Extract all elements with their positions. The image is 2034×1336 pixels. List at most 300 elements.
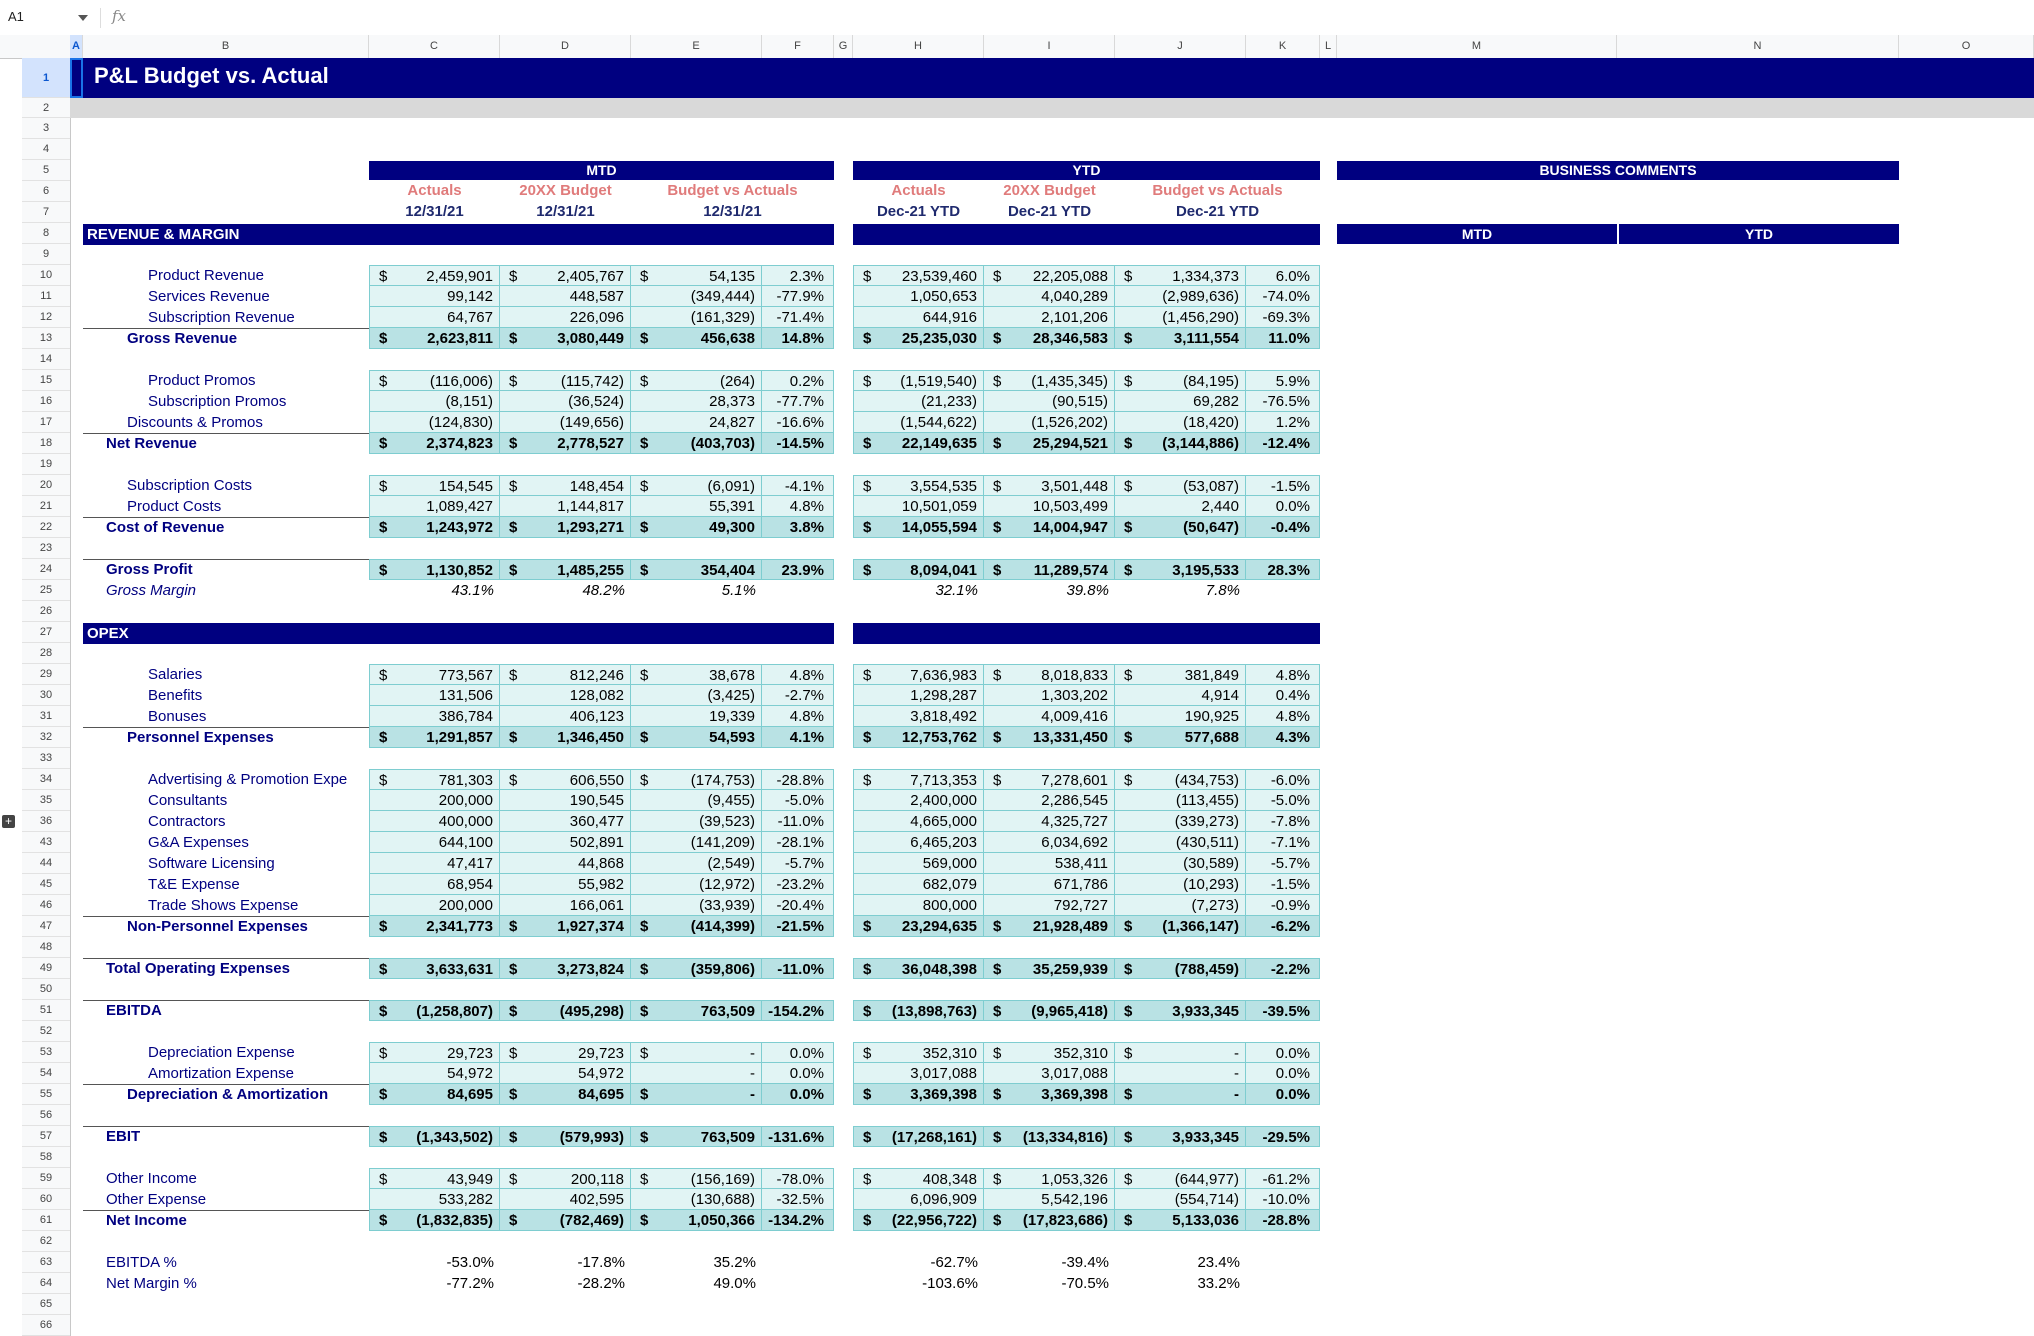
value-cell-k[interactable] bbox=[1246, 790, 1320, 811]
value-cell-e[interactable] bbox=[631, 832, 762, 853]
value-cell-c[interactable] bbox=[369, 1168, 500, 1189]
value-cell-i[interactable] bbox=[984, 517, 1115, 538]
row-header-9[interactable]: 9 bbox=[22, 244, 70, 265]
value-cell-c[interactable] bbox=[369, 727, 500, 748]
value-cell-j[interactable] bbox=[1115, 496, 1246, 517]
value-cell-e[interactable] bbox=[631, 328, 762, 349]
value-cell-h[interactable] bbox=[853, 895, 984, 916]
value-cell-e[interactable] bbox=[631, 916, 762, 937]
value-cell-e[interactable] bbox=[631, 874, 762, 895]
value-cell-i[interactable] bbox=[984, 916, 1115, 937]
value-cell-h[interactable] bbox=[853, 727, 984, 748]
row-header-33[interactable]: 33 bbox=[22, 748, 70, 769]
value-cell-e[interactable] bbox=[631, 853, 762, 874]
row-header-60[interactable]: 66 bbox=[22, 1315, 70, 1336]
value-cell-j[interactable] bbox=[1115, 1084, 1246, 1105]
value-cell-c[interactable] bbox=[369, 559, 500, 580]
value-cell-j[interactable] bbox=[1115, 895, 1246, 916]
row-header-1[interactable]: 1 bbox=[22, 58, 70, 98]
value-cell-k[interactable] bbox=[1246, 433, 1320, 454]
value-cell-j[interactable] bbox=[1115, 916, 1246, 937]
value-cell-e[interactable] bbox=[631, 811, 762, 832]
value-cell-i[interactable] bbox=[984, 1189, 1115, 1210]
row-header-55[interactable]: 61 bbox=[22, 1210, 70, 1231]
column-header-10[interactable]: J bbox=[1115, 35, 1246, 58]
value-cell-f[interactable] bbox=[762, 1063, 834, 1084]
value-cell-f[interactable] bbox=[762, 874, 834, 895]
column-header-8[interactable]: H bbox=[853, 35, 984, 58]
value-cell-f[interactable] bbox=[762, 1168, 834, 1189]
value-cell-d[interactable] bbox=[500, 286, 631, 307]
value-cell-j[interactable] bbox=[1115, 328, 1246, 349]
value-cell-c[interactable] bbox=[369, 265, 500, 286]
value-cell-e[interactable] bbox=[631, 1210, 762, 1231]
row-header-35[interactable]: 35 bbox=[22, 790, 70, 811]
value-cell-h[interactable] bbox=[853, 1126, 984, 1147]
value-cell-f[interactable] bbox=[762, 811, 834, 832]
value-cell-i[interactable] bbox=[984, 664, 1115, 685]
value-cell-j[interactable] bbox=[1115, 370, 1246, 391]
value-cell-e[interactable] bbox=[631, 706, 762, 727]
value-cell-d[interactable] bbox=[500, 1126, 631, 1147]
value-cell-c[interactable] bbox=[369, 286, 500, 307]
row-header-43[interactable]: 49 bbox=[22, 958, 70, 979]
value-cell-d[interactable] bbox=[500, 1084, 631, 1105]
value-cell-i[interactable] bbox=[984, 307, 1115, 328]
row-header-27[interactable]: 27 bbox=[22, 622, 70, 643]
value-cell-c[interactable] bbox=[369, 769, 500, 790]
row-header-48[interactable]: 54 bbox=[22, 1063, 70, 1084]
value-cell-e[interactable] bbox=[631, 559, 762, 580]
value-cell-i[interactable] bbox=[984, 391, 1115, 412]
value-cell-d[interactable] bbox=[500, 433, 631, 454]
value-cell-h[interactable] bbox=[853, 1084, 984, 1105]
row-header-38[interactable]: 44 bbox=[22, 853, 70, 874]
gross-margin-e[interactable]: 5.1% bbox=[721, 582, 756, 599]
ratio-value-i[interactable]: -70.5% bbox=[1061, 1275, 1109, 1292]
row-header-26[interactable]: 26 bbox=[22, 601, 70, 622]
value-cell-f[interactable] bbox=[762, 727, 834, 748]
value-cell-e[interactable] bbox=[631, 433, 762, 454]
row-header-49[interactable]: 55 bbox=[22, 1084, 70, 1105]
value-cell-j[interactable] bbox=[1115, 1126, 1246, 1147]
value-cell-e[interactable] bbox=[631, 307, 762, 328]
value-cell-d[interactable] bbox=[500, 1063, 631, 1084]
row-header-4[interactable]: 4 bbox=[22, 139, 70, 160]
value-cell-f[interactable] bbox=[762, 1189, 834, 1210]
value-cell-h[interactable] bbox=[853, 769, 984, 790]
value-cell-j[interactable] bbox=[1115, 1168, 1246, 1189]
value-cell-c[interactable] bbox=[369, 433, 500, 454]
row-header-51[interactable]: 57 bbox=[22, 1126, 70, 1147]
column-header-6[interactable]: F bbox=[762, 35, 834, 58]
value-cell-e[interactable] bbox=[631, 265, 762, 286]
ratio-value-e[interactable]: 35.2% bbox=[713, 1254, 756, 1271]
ratio-value-c[interactable]: -53.0% bbox=[446, 1254, 494, 1271]
gross-margin-j[interactable]: 7.8% bbox=[1205, 582, 1240, 599]
value-cell-f[interactable] bbox=[762, 706, 834, 727]
value-cell-h[interactable] bbox=[853, 370, 984, 391]
value-cell-f[interactable] bbox=[762, 559, 834, 580]
value-cell-e[interactable] bbox=[631, 895, 762, 916]
row-header-59[interactable]: 65 bbox=[22, 1294, 70, 1315]
ratio-value-d[interactable]: -17.8% bbox=[577, 1254, 625, 1271]
value-cell-f[interactable] bbox=[762, 895, 834, 916]
value-cell-k[interactable] bbox=[1246, 559, 1320, 580]
value-cell-j[interactable] bbox=[1115, 559, 1246, 580]
value-cell-k[interactable] bbox=[1246, 370, 1320, 391]
value-cell-i[interactable] bbox=[984, 1063, 1115, 1084]
value-cell-j[interactable] bbox=[1115, 727, 1246, 748]
value-cell-f[interactable] bbox=[762, 391, 834, 412]
row-header-52[interactable]: 58 bbox=[22, 1147, 70, 1168]
value-cell-i[interactable] bbox=[984, 370, 1115, 391]
column-header-7[interactable]: G bbox=[834, 35, 853, 58]
value-cell-f[interactable] bbox=[762, 412, 834, 433]
value-cell-k[interactable] bbox=[1246, 286, 1320, 307]
row-header-29[interactable]: 29 bbox=[22, 664, 70, 685]
value-cell-h[interactable] bbox=[853, 874, 984, 895]
value-cell-k[interactable] bbox=[1246, 475, 1320, 496]
value-cell-h[interactable] bbox=[853, 265, 984, 286]
value-cell-j[interactable] bbox=[1115, 853, 1246, 874]
value-cell-d[interactable] bbox=[500, 916, 631, 937]
row-header-44[interactable]: 50 bbox=[22, 979, 70, 1000]
value-cell-d[interactable] bbox=[500, 832, 631, 853]
value-cell-d[interactable] bbox=[500, 559, 631, 580]
ratio-value-e[interactable]: 49.0% bbox=[713, 1275, 756, 1292]
value-cell-d[interactable] bbox=[500, 1189, 631, 1210]
value-cell-f[interactable] bbox=[762, 496, 834, 517]
value-cell-c[interactable] bbox=[369, 1189, 500, 1210]
value-cell-j[interactable] bbox=[1115, 811, 1246, 832]
value-cell-d[interactable] bbox=[500, 811, 631, 832]
row-header-20[interactable]: 20 bbox=[22, 475, 70, 496]
value-cell-e[interactable] bbox=[631, 1000, 762, 1021]
value-cell-c[interactable] bbox=[369, 958, 500, 979]
value-cell-h[interactable] bbox=[853, 1210, 984, 1231]
value-cell-f[interactable] bbox=[762, 832, 834, 853]
column-header-12[interactable]: L bbox=[1320, 35, 1337, 58]
value-cell-h[interactable] bbox=[853, 1168, 984, 1189]
value-cell-e[interactable] bbox=[631, 1168, 762, 1189]
value-cell-d[interactable] bbox=[500, 412, 631, 433]
value-cell-f[interactable] bbox=[762, 1000, 834, 1021]
value-cell-d[interactable] bbox=[500, 895, 631, 916]
value-cell-i[interactable] bbox=[984, 1000, 1115, 1021]
value-cell-d[interactable] bbox=[500, 769, 631, 790]
value-cell-e[interactable] bbox=[631, 496, 762, 517]
active-cell-selection[interactable] bbox=[70, 58, 83, 98]
row-header-18[interactable]: 18 bbox=[22, 433, 70, 454]
value-cell-f[interactable] bbox=[762, 916, 834, 937]
value-cell-h[interactable] bbox=[853, 1189, 984, 1210]
value-cell-e[interactable] bbox=[631, 517, 762, 538]
value-cell-c[interactable] bbox=[369, 664, 500, 685]
value-cell-i[interactable] bbox=[984, 832, 1115, 853]
value-cell-j[interactable] bbox=[1115, 307, 1246, 328]
row-header-32[interactable]: 32 bbox=[22, 727, 70, 748]
name-box[interactable]: A1 bbox=[8, 9, 24, 24]
column-header-14[interactable]: N bbox=[1617, 35, 1899, 58]
value-cell-f[interactable] bbox=[762, 286, 834, 307]
row-header-53[interactable]: 59 bbox=[22, 1168, 70, 1189]
value-cell-f[interactable] bbox=[762, 307, 834, 328]
value-cell-f[interactable] bbox=[762, 1126, 834, 1147]
value-cell-i[interactable] bbox=[984, 874, 1115, 895]
value-cell-e[interactable] bbox=[631, 286, 762, 307]
value-cell-k[interactable] bbox=[1246, 1126, 1320, 1147]
value-cell-f[interactable] bbox=[762, 370, 834, 391]
column-header-2[interactable]: B bbox=[83, 35, 369, 58]
value-cell-i[interactable] bbox=[984, 475, 1115, 496]
value-cell-d[interactable] bbox=[500, 874, 631, 895]
row-header-8[interactable]: 8 bbox=[22, 223, 70, 244]
row-header-3[interactable]: 3 bbox=[22, 118, 70, 139]
value-cell-i[interactable] bbox=[984, 412, 1115, 433]
value-cell-c[interactable] bbox=[369, 391, 500, 412]
expand-group-icon[interactable]: + bbox=[2, 815, 15, 828]
value-cell-e[interactable] bbox=[631, 475, 762, 496]
value-cell-c[interactable] bbox=[369, 517, 500, 538]
row-header-39[interactable]: 45 bbox=[22, 874, 70, 895]
value-cell-j[interactable] bbox=[1115, 958, 1246, 979]
value-cell-f[interactable] bbox=[762, 517, 834, 538]
value-cell-i[interactable] bbox=[984, 706, 1115, 727]
value-cell-c[interactable] bbox=[369, 685, 500, 706]
value-cell-j[interactable] bbox=[1115, 1210, 1246, 1231]
value-cell-i[interactable] bbox=[984, 286, 1115, 307]
value-cell-k[interactable] bbox=[1246, 958, 1320, 979]
row-header-10[interactable]: 10 bbox=[22, 265, 70, 286]
value-cell-d[interactable] bbox=[500, 1042, 631, 1063]
value-cell-k[interactable] bbox=[1246, 1000, 1320, 1021]
value-cell-j[interactable] bbox=[1115, 265, 1246, 286]
column-header-1[interactable]: A bbox=[70, 35, 83, 58]
value-cell-d[interactable] bbox=[500, 265, 631, 286]
value-cell-k[interactable] bbox=[1246, 328, 1320, 349]
column-header-5[interactable]: E bbox=[631, 35, 762, 58]
value-cell-c[interactable] bbox=[369, 874, 500, 895]
row-header-12[interactable]: 12 bbox=[22, 307, 70, 328]
value-cell-c[interactable] bbox=[369, 853, 500, 874]
ratio-value-h[interactable]: -103.6% bbox=[922, 1275, 978, 1292]
value-cell-j[interactable] bbox=[1115, 664, 1246, 685]
value-cell-k[interactable] bbox=[1246, 706, 1320, 727]
value-cell-h[interactable] bbox=[853, 916, 984, 937]
row-header-25[interactable]: 25 bbox=[22, 580, 70, 601]
value-cell-e[interactable] bbox=[631, 958, 762, 979]
value-cell-i[interactable] bbox=[984, 265, 1115, 286]
value-cell-c[interactable] bbox=[369, 1084, 500, 1105]
row-header-16[interactable]: 16 bbox=[22, 391, 70, 412]
value-cell-h[interactable] bbox=[853, 475, 984, 496]
row-header-28[interactable]: 28 bbox=[22, 643, 70, 664]
row-header-22[interactable]: 22 bbox=[22, 517, 70, 538]
ratio-value-h[interactable]: -62.7% bbox=[930, 1254, 978, 1271]
value-cell-e[interactable] bbox=[631, 664, 762, 685]
value-cell-j[interactable] bbox=[1115, 685, 1246, 706]
value-cell-c[interactable] bbox=[369, 412, 500, 433]
value-cell-e[interactable] bbox=[631, 790, 762, 811]
value-cell-h[interactable] bbox=[853, 433, 984, 454]
value-cell-h[interactable] bbox=[853, 790, 984, 811]
value-cell-h[interactable] bbox=[853, 1063, 984, 1084]
value-cell-c[interactable] bbox=[369, 790, 500, 811]
row-header-37[interactable]: 43 bbox=[22, 832, 70, 853]
value-cell-h[interactable] bbox=[853, 1000, 984, 1021]
value-cell-e[interactable] bbox=[631, 1126, 762, 1147]
chevron-down-icon[interactable] bbox=[78, 15, 88, 21]
value-cell-j[interactable] bbox=[1115, 475, 1246, 496]
value-cell-d[interactable] bbox=[500, 475, 631, 496]
value-cell-c[interactable] bbox=[369, 895, 500, 916]
row-header-13[interactable]: 13 bbox=[22, 328, 70, 349]
row-header-56[interactable]: 62 bbox=[22, 1231, 70, 1252]
value-cell-h[interactable] bbox=[853, 307, 984, 328]
row-header-17[interactable]: 17 bbox=[22, 412, 70, 433]
value-cell-f[interactable] bbox=[762, 1210, 834, 1231]
row-header-2[interactable]: 2 bbox=[22, 98, 70, 118]
row-header-23[interactable]: 23 bbox=[22, 538, 70, 559]
value-cell-i[interactable] bbox=[984, 559, 1115, 580]
value-cell-k[interactable] bbox=[1246, 853, 1320, 874]
value-cell-h[interactable] bbox=[853, 832, 984, 853]
value-cell-k[interactable] bbox=[1246, 769, 1320, 790]
value-cell-f[interactable] bbox=[762, 328, 834, 349]
value-cell-j[interactable] bbox=[1115, 832, 1246, 853]
value-cell-i[interactable] bbox=[984, 790, 1115, 811]
row-header-40[interactable]: 46 bbox=[22, 895, 70, 916]
value-cell-k[interactable] bbox=[1246, 412, 1320, 433]
value-cell-f[interactable] bbox=[762, 475, 834, 496]
value-cell-d[interactable] bbox=[500, 664, 631, 685]
value-cell-e[interactable] bbox=[631, 1063, 762, 1084]
value-cell-i[interactable] bbox=[984, 1126, 1115, 1147]
value-cell-d[interactable] bbox=[500, 790, 631, 811]
value-cell-k[interactable] bbox=[1246, 1084, 1320, 1105]
row-header-57[interactable]: 63 bbox=[22, 1252, 70, 1273]
value-cell-k[interactable] bbox=[1246, 1042, 1320, 1063]
value-cell-i[interactable] bbox=[984, 496, 1115, 517]
value-cell-k[interactable] bbox=[1246, 895, 1320, 916]
value-cell-j[interactable] bbox=[1115, 790, 1246, 811]
value-cell-h[interactable] bbox=[853, 496, 984, 517]
value-cell-i[interactable] bbox=[984, 853, 1115, 874]
row-header-41[interactable]: 47 bbox=[22, 916, 70, 937]
column-header-3[interactable]: C bbox=[369, 35, 500, 58]
value-cell-f[interactable] bbox=[762, 265, 834, 286]
value-cell-c[interactable] bbox=[369, 328, 500, 349]
value-cell-k[interactable] bbox=[1246, 916, 1320, 937]
value-cell-h[interactable] bbox=[853, 853, 984, 874]
value-cell-k[interactable] bbox=[1246, 265, 1320, 286]
value-cell-e[interactable] bbox=[631, 1084, 762, 1105]
value-cell-c[interactable] bbox=[369, 832, 500, 853]
value-cell-i[interactable] bbox=[984, 328, 1115, 349]
value-cell-f[interactable] bbox=[762, 433, 834, 454]
value-cell-d[interactable] bbox=[500, 517, 631, 538]
value-cell-c[interactable] bbox=[369, 811, 500, 832]
value-cell-k[interactable] bbox=[1246, 832, 1320, 853]
row-header-11[interactable]: 11 bbox=[22, 286, 70, 307]
value-cell-h[interactable] bbox=[853, 664, 984, 685]
value-cell-h[interactable] bbox=[853, 559, 984, 580]
row-header-50[interactable]: 56 bbox=[22, 1105, 70, 1126]
value-cell-k[interactable] bbox=[1246, 1063, 1320, 1084]
value-cell-c[interactable] bbox=[369, 1063, 500, 1084]
value-cell-i[interactable] bbox=[984, 895, 1115, 916]
value-cell-e[interactable] bbox=[631, 1042, 762, 1063]
value-cell-i[interactable] bbox=[984, 1210, 1115, 1231]
value-cell-i[interactable] bbox=[984, 811, 1115, 832]
value-cell-f[interactable] bbox=[762, 664, 834, 685]
value-cell-c[interactable] bbox=[369, 475, 500, 496]
value-cell-i[interactable] bbox=[984, 433, 1115, 454]
value-cell-j[interactable] bbox=[1115, 1189, 1246, 1210]
value-cell-f[interactable] bbox=[762, 853, 834, 874]
value-cell-d[interactable] bbox=[500, 706, 631, 727]
gross-margin-d[interactable]: 48.2% bbox=[582, 582, 625, 599]
column-header-15[interactable]: O bbox=[1899, 35, 2034, 58]
gross-margin-h[interactable]: 32.1% bbox=[935, 582, 978, 599]
value-cell-h[interactable] bbox=[853, 328, 984, 349]
value-cell-d[interactable] bbox=[500, 685, 631, 706]
value-cell-j[interactable] bbox=[1115, 1063, 1246, 1084]
value-cell-k[interactable] bbox=[1246, 1210, 1320, 1231]
value-cell-k[interactable] bbox=[1246, 1189, 1320, 1210]
value-cell-e[interactable] bbox=[631, 370, 762, 391]
value-cell-e[interactable] bbox=[631, 1189, 762, 1210]
row-header-30[interactable]: 30 bbox=[22, 685, 70, 706]
column-header-11[interactable]: K bbox=[1246, 35, 1320, 58]
value-cell-h[interactable] bbox=[853, 391, 984, 412]
ratio-value-i[interactable]: -39.4% bbox=[1061, 1254, 1109, 1271]
row-header-46[interactable]: 52 bbox=[22, 1021, 70, 1042]
row-header-19[interactable]: 19 bbox=[22, 454, 70, 475]
row-header-21[interactable]: 21 bbox=[22, 496, 70, 517]
value-cell-j[interactable] bbox=[1115, 286, 1246, 307]
value-cell-h[interactable] bbox=[853, 958, 984, 979]
value-cell-d[interactable] bbox=[500, 391, 631, 412]
row-header-5[interactable]: 5 bbox=[22, 160, 70, 181]
value-cell-d[interactable] bbox=[500, 1000, 631, 1021]
value-cell-h[interactable] bbox=[853, 706, 984, 727]
value-cell-f[interactable] bbox=[762, 769, 834, 790]
row-header-45[interactable]: 51 bbox=[22, 1000, 70, 1021]
value-cell-j[interactable] bbox=[1115, 391, 1246, 412]
ratio-value-j[interactable]: 23.4% bbox=[1197, 1254, 1240, 1271]
row-header-6[interactable]: 6 bbox=[22, 181, 70, 202]
value-cell-h[interactable] bbox=[853, 685, 984, 706]
value-cell-c[interactable] bbox=[369, 916, 500, 937]
value-cell-h[interactable] bbox=[853, 1042, 984, 1063]
value-cell-d[interactable] bbox=[500, 1168, 631, 1189]
value-cell-i[interactable] bbox=[984, 1084, 1115, 1105]
row-header-54[interactable]: 60 bbox=[22, 1189, 70, 1210]
value-cell-k[interactable] bbox=[1246, 685, 1320, 706]
value-cell-k[interactable] bbox=[1246, 391, 1320, 412]
value-cell-c[interactable] bbox=[369, 370, 500, 391]
column-header-9[interactable]: I bbox=[984, 35, 1115, 58]
value-cell-f[interactable] bbox=[762, 1084, 834, 1105]
row-header-7[interactable]: 7 bbox=[22, 202, 70, 223]
value-cell-k[interactable] bbox=[1246, 517, 1320, 538]
value-cell-h[interactable] bbox=[853, 811, 984, 832]
value-cell-i[interactable] bbox=[984, 1042, 1115, 1063]
value-cell-d[interactable] bbox=[500, 958, 631, 979]
value-cell-c[interactable] bbox=[369, 1000, 500, 1021]
